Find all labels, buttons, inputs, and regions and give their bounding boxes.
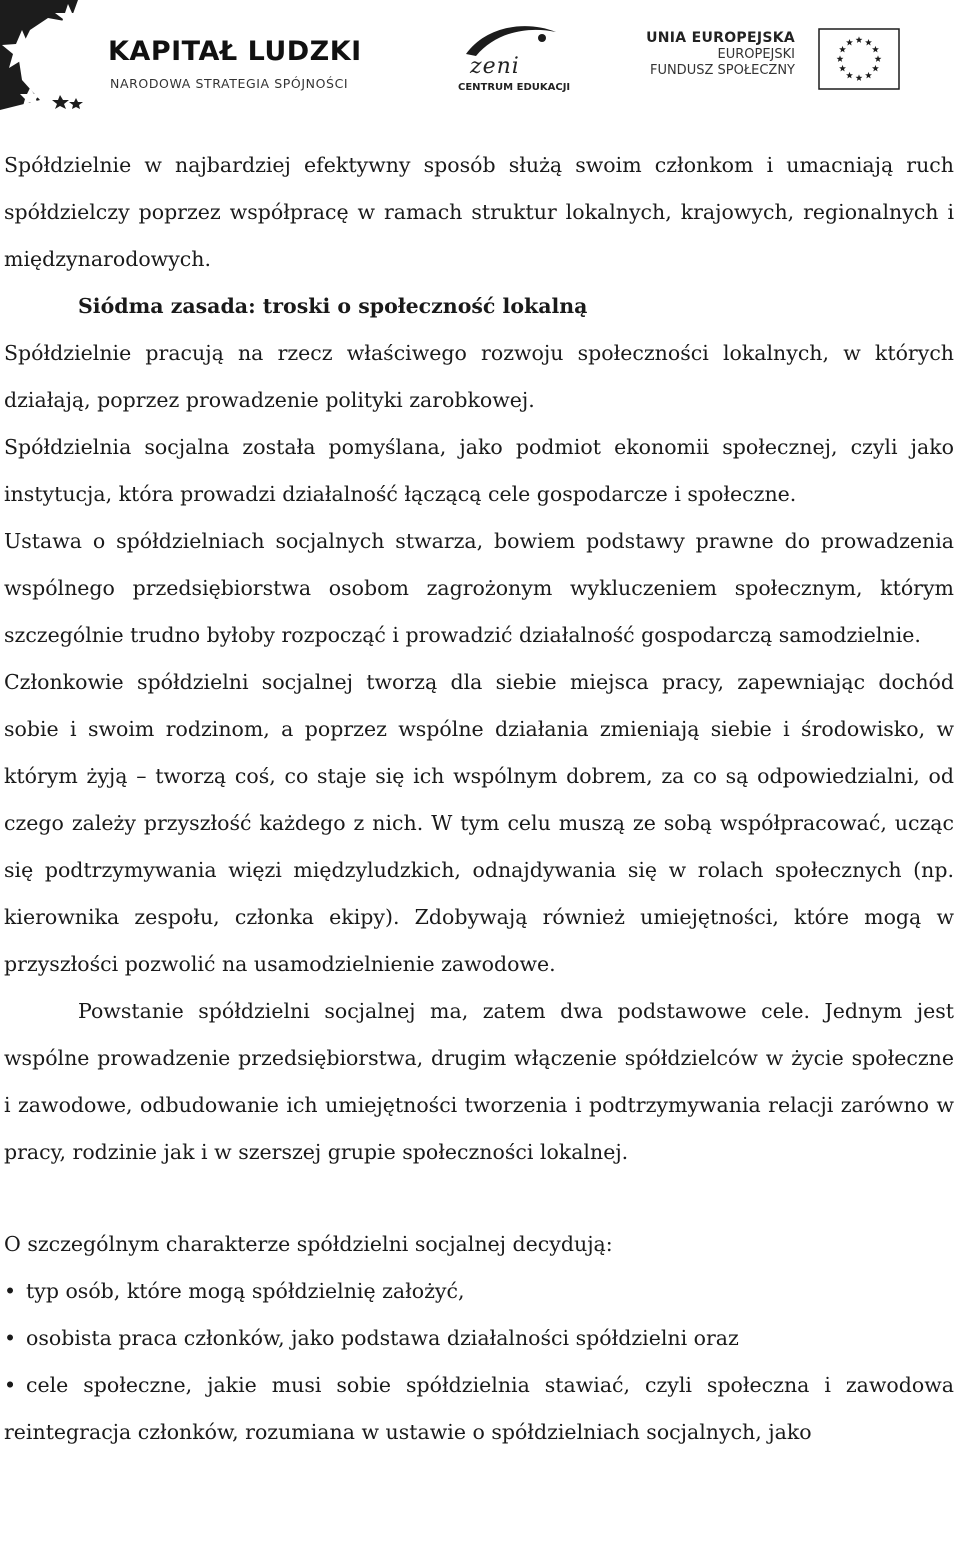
eu-logo-text: [625, 30, 795, 78]
document-body: [4, 142, 954, 1456]
paragraph-local-community: Spółdzielnie pracują na rzecz właściwego rozwoju społeczności lokalnych, w których działają, poprzez prowadzenie polityki zarobkowej.: [4, 341, 954, 412]
list-item-text: cele społeczne, jakie musi sobie spółdzielnia stawiać, czyli społeczna i zawodowa reintegracja członków, rozumiana w ustawie o spółdzielniach socjalnych, jako: [4, 1373, 954, 1444]
eu-line-2: EUROPEJSKI: [717, 47, 795, 62]
paragraph-members: Członkowie spółdzielni socjalnej tworzą dla siebie miejsca pracy, zapewniając dochód sobie i swoim rodzinom, a poprzez wspólne działania zmieniają siebie i środowisko, w którym żyją – tworzą coś, co staje się ich wspólnym dobrem, za co są odpowiedzialni, od czego zależy przyszłość każdego z nich. W tym celu muszą ze sobą współpracować, ucząc się podtrzymywania więzi międzyludzkich, odnajdywania się w rolach społecznych (np. kierownika zespołu, członka ekipy). Zdobywają również umiejętności, które mogą w przyszłości pozwolić na usamodzielnienie zawodowe.: [4, 670, 954, 976]
kapital-ludzki-logo: [0, 0, 400, 110]
eu-line-3: FUNDUSZ SPOŁECZNY: [649, 63, 795, 78]
zeni-logo: [456, 20, 571, 100]
zeni-name: zeni: [470, 54, 520, 79]
list-item: • osobista praca członków, jako podstawa działalności spółdzielni oraz: [4, 1315, 954, 1362]
list-item: • typ osób, które mogą spółdzielnię założyć,: [4, 1268, 954, 1315]
paragraph-goals: Powstanie spółdzielni socjalnej ma, zatem dwa podstawowe cele. Jednym jest wspólne prowadzenie przedsiębiorstwa, drugim włączenie spółdzielców w życie społeczne i zawodowe, odbudowanie ich umiejętności tworzenia i podtrzymywania relacji zarówno w pracy, rodzinie jak i w szerszej grupie społeczności lokalnej.: [4, 999, 954, 1164]
list-item: • • cele społeczne, jakie musi sobie spółdzielnia stawiać, czyli społeczna i zawodowa reintegracja członków, rozumiana w ustawie o spółdzielniach socjalnych, jako: [4, 1362, 954, 1456]
eu-logo: [646, 30, 950, 100]
eu-flag-icon: [818, 28, 900, 90]
heading-seventh-principle: Siódma zasada: troski o społeczność lokalną: [78, 294, 588, 318]
paragraph-character: O szczególnym charakterze spółdzielni socjalnej decydują:: [4, 1232, 613, 1256]
eu-line-1: UNIA EUROPEJSKA: [646, 30, 795, 46]
character-list: [4, 1268, 954, 1456]
paragraph-act: Ustawa o spółdzielniach socjalnych stwarza, bowiem podstawy prawne do prowadzenia wspólnego przedsiębiorstwa osobom zagrożonym wykluczeniem społecznym, którym szczególnie trudno byłoby rozpocząć i prowadzić działalność gospodarczą samodzielnie.: [4, 529, 954, 647]
kapital-ludzki-mark-icon: [0, 0, 100, 110]
paragraph-social-cooperative: Spółdzielnia socjalna została pomyślana, jako podmiot ekonomii społecznej, czyli jako instytucja, która prowadzi działalność łączącą cele gospodarcze i społeczne.: [4, 435, 954, 506]
page-header: [0, 0, 960, 112]
paragraph-cooperation: Spółdzielnie w najbardziej efektywny sposób służą swoim członkom i umacniają ruch spółdzielczy poprzez współpracę w ramach struktur lokalnych, krajowych, regionalnych i międzynarodowych.: [4, 153, 954, 271]
kapital-ludzki-title: KAPITAŁ LUDZKI: [108, 36, 362, 67]
kapital-ludzki-subtitle: NARODOWA STRATEGIA SPÓJNOŚCI: [110, 76, 349, 91]
zeni-caption: CENTRUM EDUKACJI: [458, 82, 571, 93]
